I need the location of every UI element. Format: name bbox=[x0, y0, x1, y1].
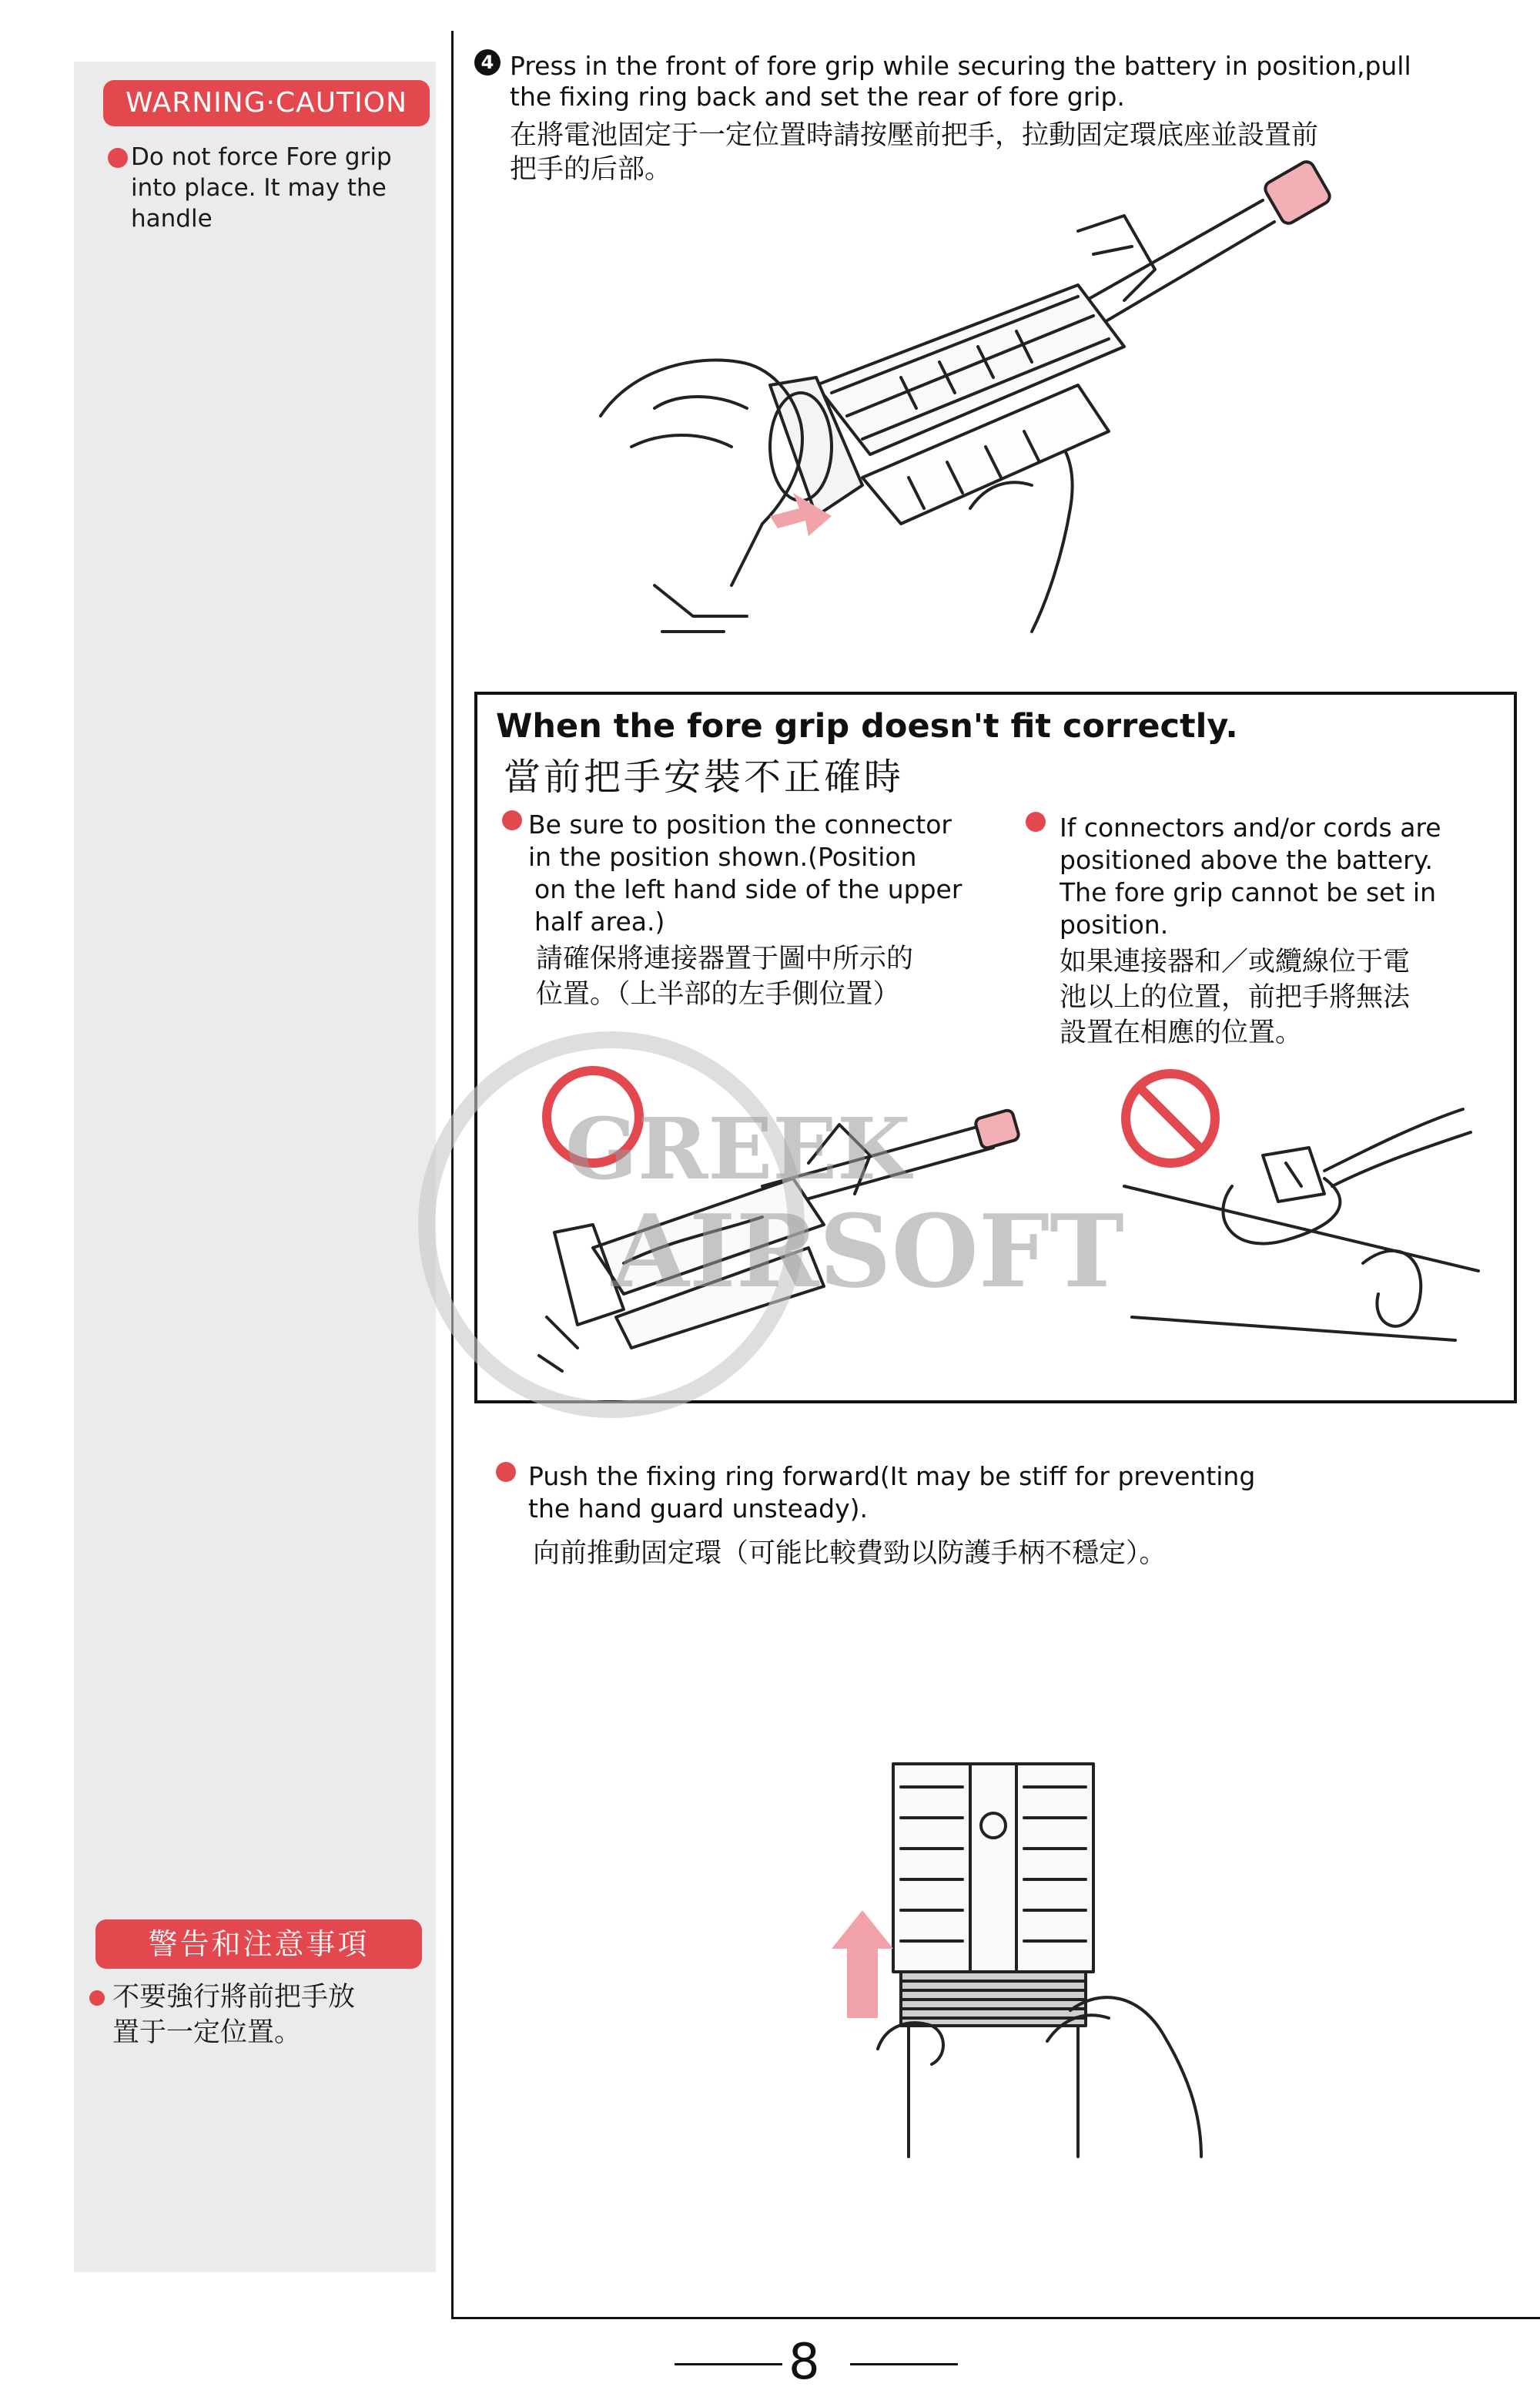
fit-left-text-zh bbox=[536, 941, 913, 1012]
push-step-text-en bbox=[528, 1460, 1255, 1525]
fit-right-line: 設置在相應的位置。 bbox=[1060, 1017, 1303, 1048]
push-step-line: 向前推動固定環（可能比較費勁以防護手柄不穩定）。 bbox=[533, 1538, 1167, 1569]
frame-bottom-border bbox=[451, 2317, 1540, 2319]
rifle-foregrip-install-illustration bbox=[539, 154, 1401, 662]
fit-right-line: positioned above the battery. bbox=[1060, 845, 1434, 875]
push-step-line: Push the fixing ring forward(It may be stiff for preventing bbox=[528, 1461, 1256, 1491]
sidebar-note-zh bbox=[112, 1980, 355, 2050]
fit-right-text-en bbox=[1060, 812, 1441, 941]
fit-left-line: on the left hand side of the upper bbox=[534, 874, 962, 904]
step4-line: 把手的后部。 bbox=[510, 154, 672, 185]
watermark-line2: AIRSOFT bbox=[611, 1192, 1124, 1310]
page-number: 8 bbox=[788, 2334, 820, 2391]
sidebar-note-line: Do not force Fore grip bbox=[131, 143, 392, 171]
step-number-badge: 4 bbox=[474, 49, 500, 75]
fit-left-line: in the position shown.(Position bbox=[528, 842, 917, 872]
greek-airsoft-watermark bbox=[411, 1024, 1220, 1425]
page-number-dash-left bbox=[675, 2363, 782, 2365]
step4-line: the fixing ring back and set the rear of fore grip. bbox=[510, 82, 1125, 112]
fit-left-line: 請確保將連接器置于圖中所示的 bbox=[536, 944, 914, 974]
step4-line: Press in the front of fore grip while securing the battery in position,pull bbox=[510, 51, 1411, 81]
warning-caution-badge-zh: 警告和注意事項 bbox=[95, 1919, 422, 1969]
fit-right-line: 池以上的位置，前把手將無法 bbox=[1060, 982, 1411, 1013]
step4-text-en bbox=[510, 51, 1411, 112]
fit-right-line: 如果連接器和／或纜線位于電 bbox=[1060, 947, 1411, 977]
sidebar-note-line: into place. It may the bbox=[131, 174, 387, 202]
fit-left-text-en bbox=[528, 809, 962, 938]
fit-left-line: half area.) bbox=[534, 907, 665, 937]
fit-box-title-zh: 當前把手安裝不正確時 bbox=[504, 756, 905, 799]
push-step-line: the hand guard unsteady). bbox=[528, 1494, 868, 1524]
bullet-dot bbox=[89, 1990, 105, 2006]
step4-line: 在將電池固定于一定位置時請按壓前把手，拉動固定環底座並設置前 bbox=[510, 120, 1319, 151]
fit-right-line: The fore grip cannot be set in bbox=[1060, 877, 1436, 907]
warning-caution-badge: WARNING·CAUTION bbox=[103, 80, 430, 126]
bullet-dot bbox=[108, 148, 128, 168]
fit-box-title: When the fore grip doesn't fit correctly. bbox=[496, 707, 1238, 746]
fit-right-line: If connectors and/or cords are bbox=[1060, 813, 1441, 843]
sidebar-note-line: 置于一定位置。 bbox=[112, 2017, 302, 2048]
push-step-text-zh bbox=[533, 1536, 1167, 1571]
push-ring-illustration bbox=[816, 1756, 1217, 2157]
sidebar-note-line: handle bbox=[131, 205, 213, 233]
watermark-line1: GREEK bbox=[565, 1099, 911, 1198]
sidebar-note-en bbox=[131, 142, 392, 234]
fit-left-line: Be sure to position the connector bbox=[528, 810, 952, 840]
bullet-dot bbox=[1026, 812, 1046, 832]
fit-right-line: position. bbox=[1060, 910, 1169, 940]
bullet-dot bbox=[502, 810, 522, 830]
bullet-dot bbox=[496, 1462, 516, 1482]
page-number-dash-right bbox=[850, 2363, 958, 2365]
fit-left-line: 位置。（上半部的左手側位置） bbox=[536, 979, 900, 1010]
sidebar-note-line: 不要強行將前把手放 bbox=[112, 1982, 356, 2013]
